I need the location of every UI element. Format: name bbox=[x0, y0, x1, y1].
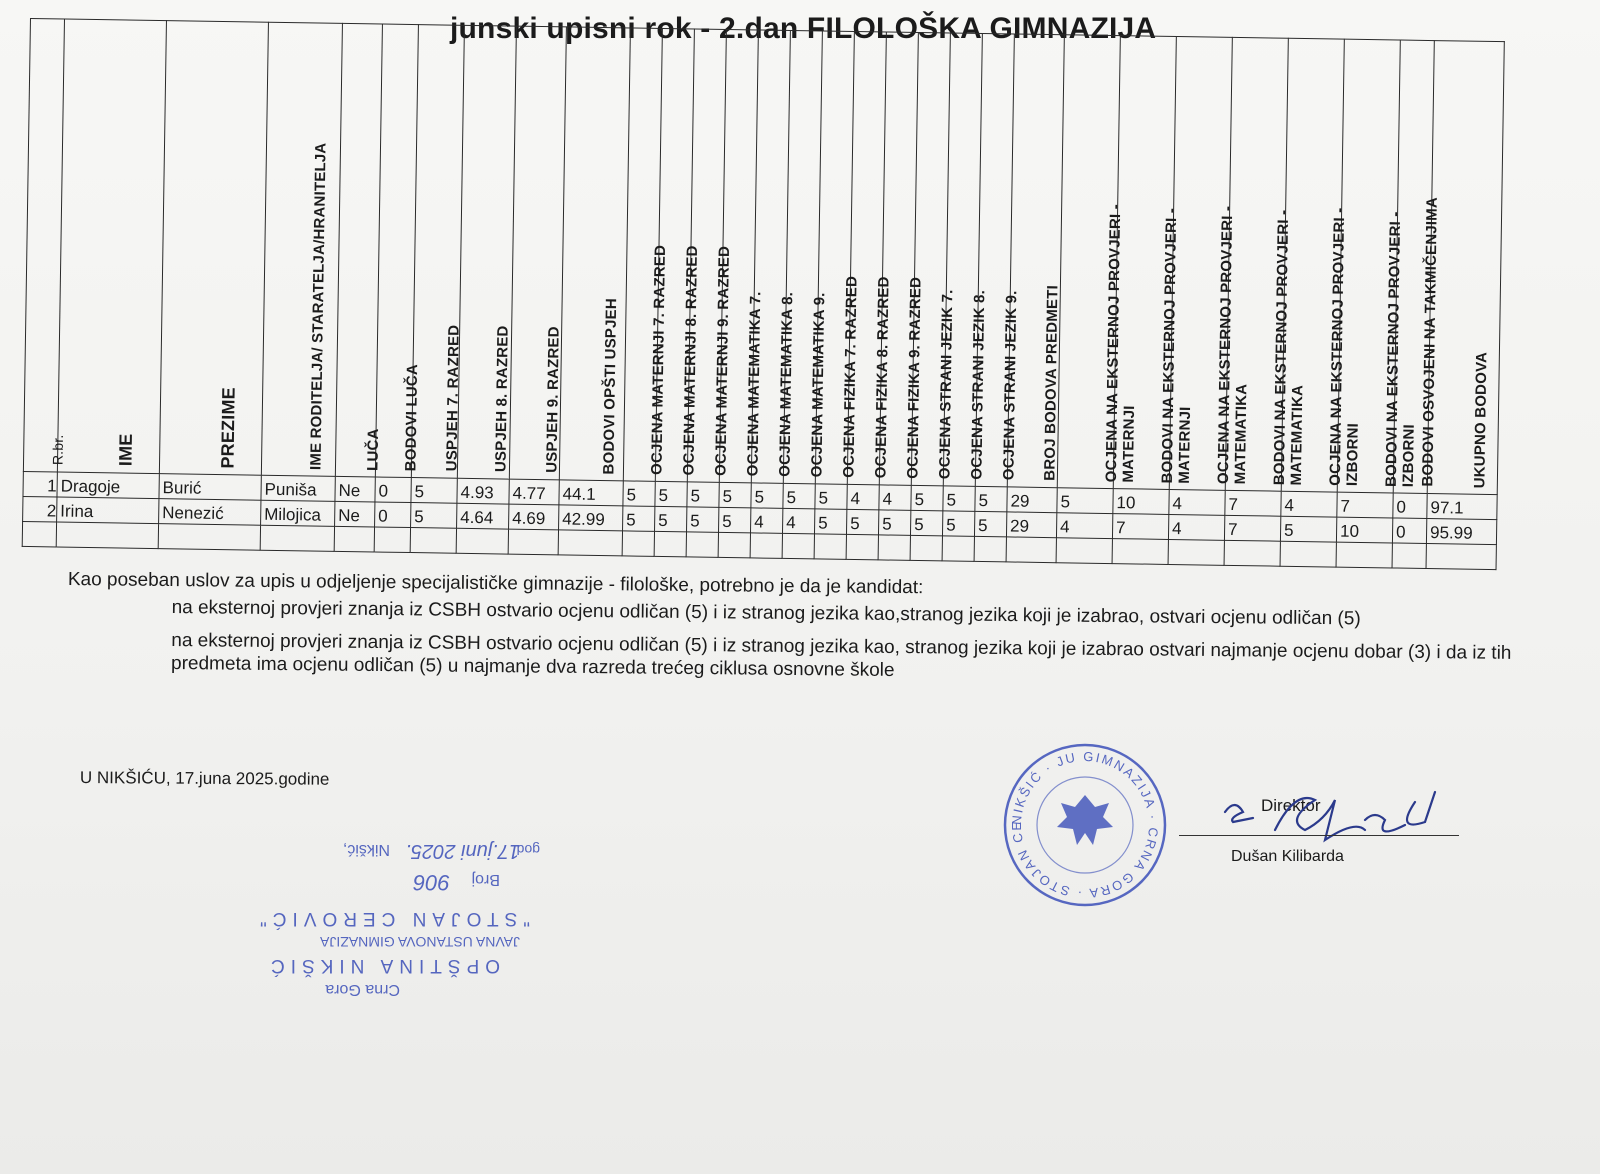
table-cell: 5 bbox=[942, 511, 974, 536]
table-cell: Burić bbox=[159, 474, 261, 501]
table-cell: 0 bbox=[375, 502, 411, 528]
column-header bbox=[1337, 39, 1418, 493]
conditions-intro: Kao poseban uslov za upis u odjeljenje specijalističke gimnazije - filološke, potrebno je da je kandidat: bbox=[67, 568, 924, 599]
table-cell: 4 bbox=[782, 508, 814, 533]
table-cell: Nenezić bbox=[159, 499, 261, 526]
column-header-label: OCJENA MATERNJI 7. RAZRED bbox=[647, 244, 669, 476]
table-cell: 5 bbox=[815, 484, 847, 509]
table-cell: 29 bbox=[1006, 512, 1056, 538]
table-cell: 5 bbox=[1280, 516, 1336, 542]
column-header bbox=[1057, 35, 1138, 489]
table-cell: Ne bbox=[335, 501, 375, 527]
results-table bbox=[22, 18, 1505, 570]
column-header-label: OCJENA MATEMATIKA 9. bbox=[807, 292, 828, 478]
table-cell: 5 bbox=[623, 481, 655, 506]
column-header bbox=[1427, 41, 1504, 495]
condition-item-2: na eksternoj provjeri znanja iz CSBH ostvario ocjenu odličan (5) i iz stranog jezika kao, stranog jezika koji je izabrao ostvari najmanje ocjenu dobar (3) i da iz tih predmeta ima ocjenu odličan (5) u najmanje dva razreda trećeg ciklusa osnovne škole bbox=[170, 629, 1512, 681]
table-cell: 5 bbox=[878, 510, 910, 535]
column-header bbox=[1169, 37, 1250, 491]
table-cell-empty bbox=[718, 532, 750, 557]
round-seal-stamp bbox=[1000, 740, 1170, 915]
table-cell: 95.99 bbox=[1426, 519, 1496, 545]
table-cell: Dragoje bbox=[57, 472, 159, 499]
table-cell-empty bbox=[260, 525, 334, 551]
column-header-label: OCJENA MATEMATIKA 7. bbox=[743, 291, 764, 477]
table-cell: 5 bbox=[411, 478, 457, 504]
table-cell-empty bbox=[1336, 542, 1392, 568]
table-cell-empty bbox=[622, 531, 654, 556]
place-date: U NIKŠIĆU, 17.juna 2025.godine bbox=[79, 768, 330, 789]
column-header-label: BODOVI OPŠTI USPJEH bbox=[599, 297, 620, 475]
table-cell: 44.1 bbox=[559, 480, 623, 506]
column-header-label: BROJ BODOVA PREDMETI bbox=[1040, 285, 1061, 482]
table-cell-empty bbox=[410, 528, 456, 554]
table-cell: 5 bbox=[623, 506, 655, 531]
results-table-wrapper bbox=[22, 18, 1505, 570]
column-header-label: BODOVI NA EKSTERNOJ PROVJERI - MATEMATIKA bbox=[1270, 209, 1306, 486]
svg-text:Nikšić,: Nikšić, bbox=[342, 841, 390, 858]
table-cell: 5 bbox=[751, 483, 783, 508]
table-header-row bbox=[23, 19, 1504, 495]
admission-conditions bbox=[67, 568, 1548, 698]
column-header-label: BODOVI LUČA bbox=[401, 363, 421, 472]
table-cell: 5 bbox=[911, 485, 943, 510]
table-cell-empty bbox=[1426, 543, 1496, 569]
column-header bbox=[411, 25, 464, 479]
table-cell-empty bbox=[782, 533, 814, 558]
table-cell: 5 bbox=[783, 483, 815, 508]
table-cell: 5 bbox=[975, 486, 1007, 511]
table-cell: 42.99 bbox=[559, 505, 623, 531]
column-header bbox=[261, 22, 342, 476]
column-header-label: LUČA bbox=[363, 427, 382, 471]
table-cell: 29 bbox=[1007, 487, 1057, 513]
svg-text:Broj: Broj bbox=[471, 871, 500, 888]
svg-text:Crna Gora: Crna Gora bbox=[325, 981, 400, 998]
column-header-label: BODOVI NA EKSTERNOJ PROVJERI - IZBORNI bbox=[1382, 210, 1418, 487]
table-cell: 5 bbox=[655, 481, 687, 506]
column-header-label: UKUPNO BODOVA bbox=[1470, 351, 1490, 488]
svg-text:NIKŠIĆ · JU GIMNAZIJA · CRNA G: NIKŠIĆ · JU GIMNAZIJA · CRNA GORA · STOJAN CE bbox=[1008, 748, 1162, 902]
registry-stamp bbox=[180, 815, 540, 1020]
column-header-label: USPJEH 9. RAZRED bbox=[542, 326, 563, 474]
column-header-label: BODOVI OSVOJENI NA TAKMIČENJIMA bbox=[1418, 197, 1441, 488]
table-cell-empty bbox=[750, 533, 782, 558]
table-cell-empty bbox=[1056, 538, 1112, 564]
svg-text:17.juni 2025.: 17.juni 2025. bbox=[405, 840, 520, 862]
table-cell: 5 bbox=[1057, 488, 1113, 514]
table-cell-empty bbox=[56, 522, 158, 549]
table-cell: Ne bbox=[335, 476, 375, 502]
table-cell: 4 bbox=[879, 485, 911, 510]
column-header-label: OCJENA NA EKSTERNOJ PROVJERI - IZBORNI bbox=[1326, 207, 1362, 486]
table-cell-empty bbox=[1006, 537, 1056, 563]
column-header bbox=[57, 19, 166, 474]
signature-scribble bbox=[1215, 790, 1455, 850]
table-cell: Puniša bbox=[261, 475, 335, 501]
table-cell-empty bbox=[654, 531, 686, 556]
table-cell: 5 bbox=[687, 507, 719, 532]
column-header-label: OCJENA STRANI JEZIK 7. bbox=[935, 289, 956, 480]
column-header bbox=[1281, 38, 1362, 492]
table-cell-empty bbox=[334, 526, 374, 552]
table-cell: 5 bbox=[719, 507, 751, 532]
table-cell: 5 bbox=[655, 506, 687, 531]
table-cell: 5 bbox=[974, 511, 1006, 536]
table-cell: 7 bbox=[1337, 492, 1393, 518]
column-header-label: OCJENA MATEMATIKA 8. bbox=[775, 291, 796, 478]
column-header bbox=[1113, 36, 1194, 490]
table-cell-empty bbox=[1280, 541, 1336, 567]
column-header-label: PREZIME bbox=[216, 386, 239, 469]
table-cell: 4.93 bbox=[457, 478, 509, 504]
column-header-label: OCJENA FIZIKA 9. RAZRED bbox=[903, 276, 925, 480]
table-cell: 10 bbox=[1113, 489, 1169, 515]
column-header bbox=[1007, 34, 1064, 488]
column-header-label: USPJEH 7. RAZRED bbox=[442, 324, 463, 472]
column-header-label: OCJENA FIZIKA 7. RAZRED bbox=[839, 275, 861, 479]
table-cell: 5 bbox=[687, 482, 719, 507]
column-header bbox=[335, 23, 382, 477]
table-cell-empty bbox=[686, 532, 718, 557]
column-header-label: OCJENA STRANI JEZIK 9. bbox=[999, 290, 1020, 481]
signature-block bbox=[1175, 790, 1475, 880]
column-header-label: BODOVI NA EKSTERNOJ PROVJERI - MATERNJI bbox=[1158, 207, 1194, 484]
table-cell-empty bbox=[846, 534, 878, 559]
table-cell: 7 bbox=[1112, 514, 1168, 540]
column-header-label: IME RODITELJA/ STARATELJA/HRANITELJA bbox=[306, 141, 330, 470]
table-cell-empty bbox=[1168, 539, 1224, 565]
column-header bbox=[509, 26, 566, 480]
table-cell-empty bbox=[508, 529, 558, 555]
table-cell: 4 bbox=[847, 484, 879, 509]
column-header-label: OCJENA FIZIKA 8. RAZRED bbox=[871, 276, 893, 479]
document-title: junski upisni rok - 2.dan FILOLOŠKA GIMNAZIJA bbox=[450, 12, 1157, 45]
table-cell: 5 bbox=[943, 486, 975, 511]
table-cell: 5 bbox=[814, 509, 846, 534]
table-cell: 0 bbox=[375, 477, 411, 503]
table-cell: 5 bbox=[411, 503, 457, 529]
signature-title: Direktor bbox=[1261, 796, 1321, 815]
table-cell: 4 bbox=[1169, 489, 1225, 515]
table-cell: 10 bbox=[1336, 517, 1392, 543]
column-header-label: OCJENA MATERNJI 9. RAZRED bbox=[711, 245, 733, 477]
table-cell-empty bbox=[974, 536, 1006, 561]
signature-line bbox=[1179, 835, 1459, 836]
table-cell: 5 bbox=[910, 510, 942, 535]
column-header-label: OCJENA MATERNJI 8. RAZRED bbox=[679, 245, 701, 476]
condition-item-1: na eksternoj provjeri znanja iz CSBH ostvario ocjenu odličan (5) i iz stranog jezika kao,stranog jezika koji je izabrao, ostvari ocjenu odličan (5) bbox=[171, 596, 1361, 630]
table-cell-empty bbox=[1224, 540, 1280, 566]
table-cell-empty bbox=[910, 535, 942, 560]
svg-text:OPŠTINA NIKŠIĆ: OPŠTINA NIKŠIĆ bbox=[265, 955, 500, 976]
table-cell: 4 bbox=[1281, 491, 1337, 517]
table-cell: 4.69 bbox=[509, 504, 559, 530]
table-cell: 0 bbox=[1392, 518, 1426, 544]
column-header-label: R.br. bbox=[48, 434, 66, 466]
table-cell: 4 bbox=[751, 508, 783, 533]
column-header-label: OCJENA NA EKSTERNOJ PROVJERI - MATEMATIKA bbox=[1214, 205, 1250, 485]
column-header-label: OCJENA NA EKSTERNOJ PROVJERI - MATERNJI bbox=[1102, 203, 1138, 483]
table-cell: 4.77 bbox=[509, 479, 559, 505]
table-cell-empty bbox=[1392, 543, 1426, 569]
svg-text:JAVNA USTANOVA GIMNAZIJA: JAVNA USTANOVA GIMNAZIJA bbox=[320, 934, 520, 950]
column-header bbox=[559, 27, 630, 481]
table-cell: Milojica bbox=[261, 500, 335, 526]
table-cell-empty bbox=[22, 521, 56, 547]
table-cell: 4.64 bbox=[457, 503, 509, 529]
table-cell: 2 bbox=[23, 496, 57, 522]
table-cell: 1 bbox=[23, 471, 57, 497]
table-cell-empty bbox=[158, 524, 260, 551]
column-header bbox=[1225, 37, 1306, 491]
column-header-label: USPJEH 8. RAZRED bbox=[491, 325, 512, 473]
column-header bbox=[159, 21, 268, 476]
table-cell: 5 bbox=[719, 482, 751, 507]
svg-text:"STOJAN CEROVIĆ": "STOJAN CEROVIĆ" bbox=[254, 908, 530, 929]
table-cell: 97.1 bbox=[1427, 494, 1497, 520]
svg-text:906: 906 bbox=[413, 870, 450, 895]
table-cell-empty bbox=[456, 528, 508, 554]
svg-text:god: god bbox=[516, 842, 540, 858]
table-cell-empty bbox=[558, 530, 622, 556]
table-cell: 4 bbox=[1168, 514, 1224, 540]
table-cell-empty bbox=[374, 527, 410, 553]
column-header-label: OCJENA STRANI JEZIK 8. bbox=[967, 290, 988, 481]
table-cell-empty bbox=[814, 534, 846, 559]
column-header bbox=[457, 25, 516, 479]
table-cell: 4 bbox=[1056, 513, 1112, 539]
table-cell: 7 bbox=[1225, 490, 1281, 516]
table-cell: 7 bbox=[1224, 515, 1280, 541]
table-cell: Irina bbox=[57, 497, 159, 524]
table-cell: 0 bbox=[1393, 493, 1427, 519]
table-cell-empty bbox=[942, 536, 974, 561]
table-cell-empty bbox=[1112, 539, 1168, 565]
signature-name: Dušan Kilibarda bbox=[1231, 848, 1344, 865]
column-header-label: IME bbox=[114, 433, 136, 467]
table-cell-empty bbox=[878, 535, 910, 560]
table-cell: 5 bbox=[846, 509, 878, 534]
